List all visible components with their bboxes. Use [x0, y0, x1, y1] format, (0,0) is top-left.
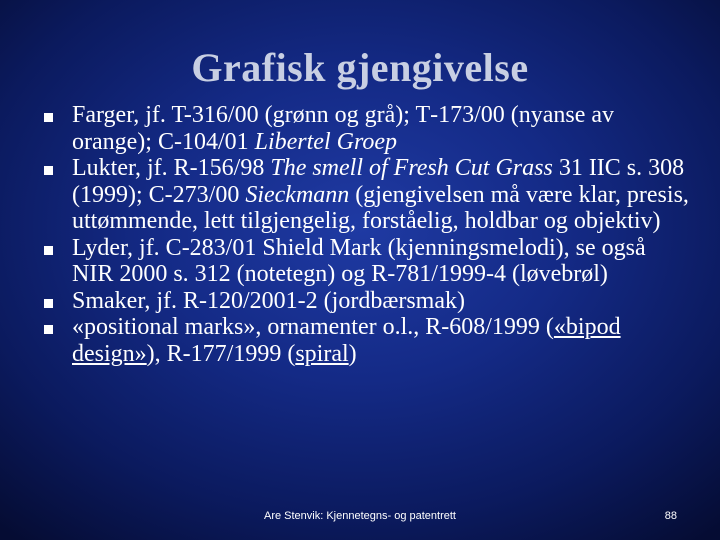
bullet-text-segment: Lukter, jf. R-156/98 — [72, 155, 271, 181]
bipod-design-link[interactable]: «bipod design» — [72, 314, 621, 367]
bullet-text: Lyder, jf. C-283/01 Shield Mark (kjenningsmelodi), se også NIR 2000 s. 312 (notetegn) og R-781/1999-4 (løvebrøl) — [72, 234, 646, 287]
case-name: Libertel Groep — [254, 128, 398, 155]
page-number: 88 — [664, 510, 677, 522]
bullet-text-segment: ) — [348, 340, 357, 367]
bullet-item-positional-marks — [40, 314, 690, 367]
bullet-text-segment: ), R-177/1999 ( — [146, 340, 296, 367]
bullet-text — [72, 102, 614, 155]
bullet-text — [72, 314, 621, 367]
square-bullet-icon — [44, 166, 53, 175]
square-bullet-icon — [44, 325, 53, 334]
bullet-item-sounds — [40, 235, 690, 288]
case-name: Sieckmann — [245, 181, 350, 208]
bullet-item-smells — [40, 155, 690, 235]
bullet-text — [72, 155, 689, 234]
square-bullet-icon — [44, 299, 53, 308]
square-bullet-icon — [44, 113, 53, 122]
spiral-link[interactable]: spiral — [295, 340, 349, 367]
slide-title: Grafisk gjengivelse — [191, 45, 529, 90]
bullet-item-colors — [40, 102, 690, 155]
case-name: The smell of Fresh Cut Grass — [270, 155, 553, 181]
bullet-text-segment: «positional marks», ornamenter o.l., R-608/1999 ( — [72, 314, 554, 340]
footer-text: Are Stenvik: Kjennetegns- og patentrett — [263, 510, 456, 522]
bullet-text-segment: Farger, jf. T-316/00 (grønn og grå); T‑173/00 (nyanse av orange); C-104/01 — [72, 102, 615, 155]
bullet-item-tastes — [40, 288, 690, 315]
bullet-list — [40, 102, 690, 367]
square-bullet-icon — [44, 246, 53, 255]
bullet-text-segment: 31 IIC s. 308 (1999); C-273/00 — [72, 155, 685, 208]
bullet-text-segment: (gjengivelsen må være klar, presis, uttømmende, lett tilgjengelig, forståelig, holdbar og objektiv) — [72, 181, 689, 234]
bullet-text: Smaker, jf. R-120/2001-2 (jordbærsmak) — [72, 287, 465, 314]
